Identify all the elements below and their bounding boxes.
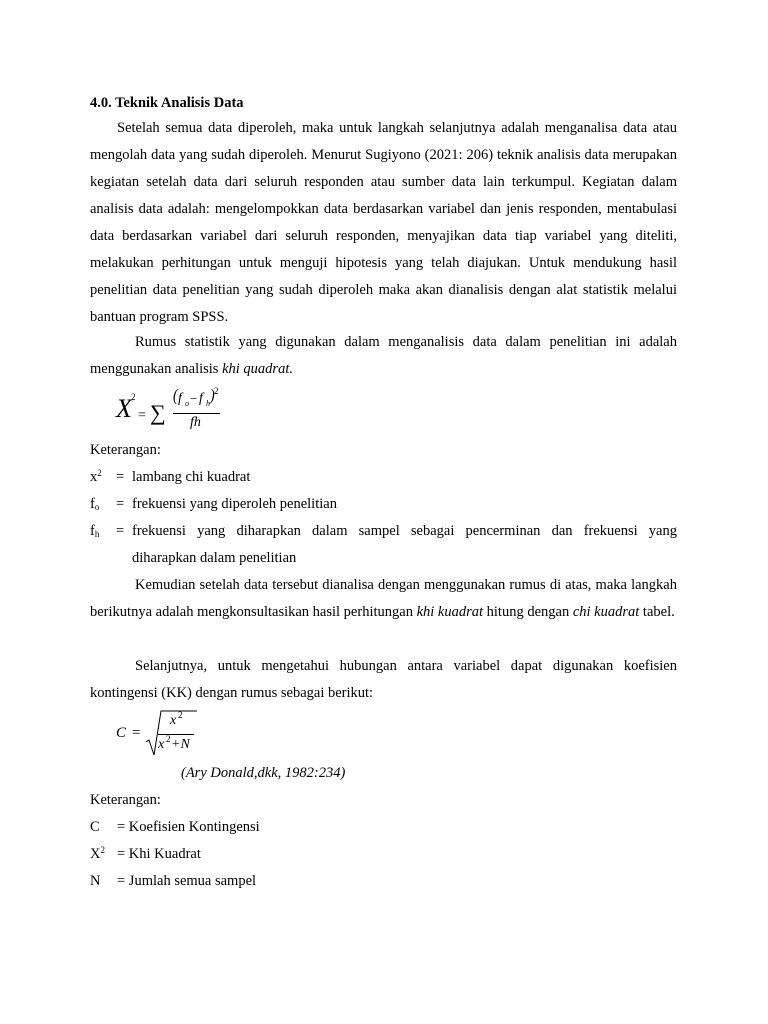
formula1-num-lparen: ( (173, 387, 178, 406)
formula1-lhs-exp: 2 (131, 392, 136, 402)
definition-text: frekuensi yang diharapkan dalam sampel sebagai pencerminan dan frekuensi yang diharapkan dalam penelitian (132, 523, 677, 566)
formula2-num-exp: 2 (178, 710, 183, 720)
definition-text: lambang chi kuadrat (132, 469, 251, 485)
definition-symbol: C (90, 819, 100, 835)
definition-symbol: $f_o$ (90, 496, 100, 512)
paragraph-4-block (90, 653, 677, 707)
chi-square-formula (110, 385, 240, 437)
definition-equals: = (116, 469, 125, 485)
paragraph-1-block (90, 115, 677, 331)
formula1-fraction-bar (173, 413, 220, 414)
definition-row (90, 841, 677, 868)
formula1-num-f1: f (178, 391, 182, 406)
definition-text: = Jumlah semua sampel (117, 873, 257, 889)
definition-row (90, 464, 677, 491)
definition-row (90, 518, 677, 572)
formula1-lhs: X (116, 394, 132, 423)
paragraph-3: Kemudian setelah data tersebut dianalisa dengan menggunakan rumus di atas, maka langkah berikutnya adalah mengkonsultasikan hasil perhitungan khi kuadrat hitung dengan chi kuadrat tabel. (90, 577, 677, 620)
definition-text: frekuensi yang diperoleh penelitian (132, 496, 337, 512)
definition-symbol: $x^2$ (90, 468, 102, 485)
definition-symbol: $X^2$ (90, 845, 105, 862)
definition-text: = Khi Kuadrat (117, 846, 201, 862)
definition-symbol: N (90, 873, 101, 889)
paragraph-2-text: Rumus statistik yang digunakan dalam menganalisis data dalam penelitian ini adalah menggunakan analisis (90, 334, 677, 377)
formula1-num-f2: f (199, 391, 203, 406)
definition-text: = Koefisien Kontingensi (117, 819, 260, 835)
paragraph-2-italic: khi quadrat. (222, 361, 293, 377)
paragraph-2-block (90, 329, 677, 383)
formula1-denominator: fh (190, 415, 201, 430)
definition-equals: = (116, 496, 125, 512)
formula2-den-x: x (158, 737, 165, 752)
formula2-den-rest: +N (171, 737, 190, 752)
paragraph-2 (90, 329, 677, 383)
formula1-num-sub1: o (185, 399, 189, 408)
keterangan-1-label: Keterangan: (90, 442, 161, 458)
definition-equals: = (116, 523, 125, 539)
formula1-equals: = (138, 408, 146, 423)
citation: (Ary Donald,dkk, 1982:234) (181, 765, 346, 781)
definition-row (90, 868, 677, 895)
paragraph-4: Selanjutnya, untuk mengetahui hubungan antara variabel dapat digunakan koefisien kontingensi (KK) dengan rumus sebagai berikut: (90, 658, 677, 701)
definition-row (90, 814, 677, 841)
formula1-num-minus: − (190, 391, 198, 406)
formula2-numerator: x (170, 713, 177, 728)
paragraph-1: Setelah semua data diperoleh, maka untuk langkah selanjutnya adalah menganalisa data atau mengolah data yang sudah diperoleh. Menurut Sugiyono (2021: 206) teknik analisis data merupakan kegiatan setelah data dari seluruh responden atau sumber data lain terkumpul. Kegiatan dalam analisis data adalah: mengelompokkan data berdasarkan variabel dan jenis responden, mentabulasi data berdasarkan variabel dari seluruh responden, menyajikan data tiap variabel yang diteliti, melakukan perhitungan untuk menguji hipotesis yang telah diajukan. Untuk mendukung hasil penelitian data penelitian yang sudah diperoleh maka akan dianalisis dengan alat statistik melalui bantuan program SPSS. (90, 120, 677, 325)
paragraph-3-block (90, 572, 677, 626)
keterangan-2-label: Keterangan: (90, 792, 161, 808)
definition-symbol: $f_h$ (90, 523, 100, 539)
formula2-den-exp: 2 (166, 734, 171, 744)
definition-row (90, 491, 677, 518)
section-heading: 4.0. Teknik Analisis Data (90, 95, 244, 111)
formula2-lhs: C (116, 725, 127, 741)
formula2-fraction-bar (158, 734, 194, 735)
formula1-num-exp: 2 (214, 386, 219, 396)
contingency-formula (110, 707, 210, 759)
formula1-sigma: ∑ (150, 400, 166, 425)
formula2-equals: = (132, 725, 141, 741)
formula1-num-sub2: h (206, 399, 210, 408)
formula1-num-rparen: ) (210, 387, 215, 406)
